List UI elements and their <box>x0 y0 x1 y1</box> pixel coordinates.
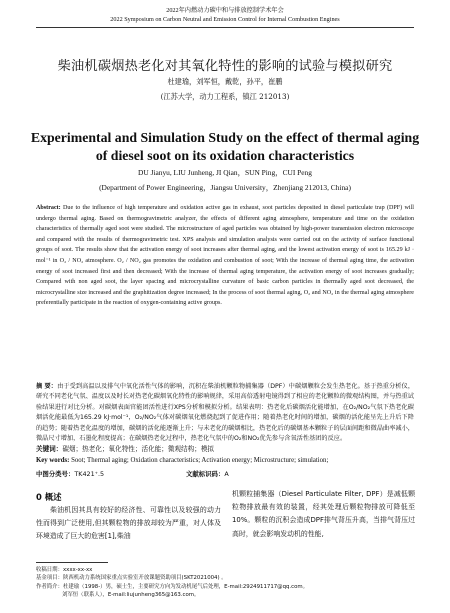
section-heading: 0 概述 <box>36 492 62 502</box>
keywords-cn <box>36 443 414 453</box>
classification-row <box>36 469 414 478</box>
header-rule <box>36 27 414 28</box>
document-code <box>186 469 229 478</box>
title-en: Experimental and Simulation Study on the effect of thermal aging of diesel soot on its oxidation characteristics <box>30 130 420 163</box>
authors-en: DU Jianyu, LIU Junheng, JI Qian，SUN Ping，CUI Peng <box>138 168 312 177</box>
keywords-en-label: Key words: <box>36 457 70 464</box>
abstract-en-text: Due to the influence of high temperature and oxidation active gas in exhaust, soot particles deposited in diesel particulate trap (DPF) will undergo thermal aging. Based on thermogravimetric analyzer, the effects of different aging atmosphere, temperature and time on the oxidation characteristics of thermally aged soot were studied. The microstructure of aged particles was obtained by high-power transmission electron microscope and compared with the results of thermogravimetric test. XPS analysis and simulation analysis were carried out on the activity of surface functional groups of soot. The results show that the activation energy of soot increases after thermal aging, and the lowest activation energy of soot is 165.29 kJ · mol⁻¹ in O₂ / NO₂ atmosphere. O₂ / NO₂ gas promotes the oxidation and combustion of soot; With the increase of thermal aging time, the activation energy of soot increased first and then decreased; With the increase of thermal aging temperature, the activation energy of soot increases gradually; Compared with non aged soot, the layer spacing and microcrystalline curvature of basic carbon particles in thermally aged soot decreased, the microcrystalline size increased and the graphitization degree increased; In the process of soot thermal aging, O₂ and NO₂ in the thermal aging atmosphere preferentially participate in the reaction of oxygen-containing active groups. <box>36 205 414 307</box>
abstract-en <box>36 203 414 309</box>
authors-cn: 杜建瑜，刘军恒，戴乾，孙平，崔鹏 <box>167 77 283 86</box>
affiliation-en: (Department of Power Engineering，Jiangsu University，Zhenjiang 212013, China) <box>99 183 351 192</box>
keywords-cn-label: 关键词： <box>36 445 63 453</box>
footnote-received: 收稿日期：xxxx-xx-xx <box>36 567 93 573</box>
abstract-en-label: Abstract: <box>36 205 61 211</box>
clc-value: TK421⁺.5 <box>74 470 105 478</box>
footnote-rule <box>36 562 108 563</box>
keywords-en <box>36 457 414 464</box>
conference-header-cn: 2022年内燃动力碳中和与排放控制学术年会 <box>166 7 284 14</box>
body-column-right: 机颗粒捕集器（Diesel Particulate Filter, DPF）是减低颗粒物排放最有效的装置，经其处理后颗粒物排放可降低至10%。颗粒的沉积会造成DPF排气背压升高，当排气背压过高时，就会影响发动机的性能, <box>232 490 415 538</box>
clc-label: 中图分类号： <box>36 470 75 478</box>
abstract-cn-label: 摘 要： <box>36 383 58 390</box>
title-cn: 柴油机碳烟热老化对其氧化特性的影响的试验与模拟研究 <box>57 59 393 74</box>
footnote-corresponding: 刘军恒（联系人），E-mail:liujunheng365@163.com。 <box>62 592 200 599</box>
body-column-left: 柴油机因其具有较好的经济性、可靠性以及较强的动力性而得到广泛使用,但其颗粒物的排放却较为严重，对人体及环境造成了巨大的危害[1],柴油 <box>36 506 221 541</box>
footnotes <box>36 566 420 600</box>
footnote-fund: 基金项目：陕西机动力系统国家重点实验室开放课题资助项目(SKT2021004) 。 <box>36 575 227 582</box>
affiliation-cn: (江苏大学，动力工程系，镇江 212013) <box>160 92 290 101</box>
conference-header-en: 2022 Symposium on Carbon Neutral and Emission Control for Internal Combustion Engines <box>110 16 340 23</box>
footnote-author: 作者简介：杜建瑜（1998-）男，硕士生，主要研究方向为发动机尾气后处理，E-mail:2924911717@qq.com。 <box>36 583 309 590</box>
abstract-cn <box>36 382 414 444</box>
doc-code-value: A <box>224 470 229 478</box>
abstract-cn-text: 由于受到高温以及排气中氧化活性气体的影响，沉积在柴油机颗粒物捕集器（DPF）中碳烟颗粒会发生热老化。基于热重分析仪，研究不同老化气氛、温度以及时长对热老化碳烟氧化特性的影响规律，采用高倍透射电镜得到了相应的老化颗粒的微观结构图，并与热重试验结果进行对比分析。对碳烟表面官能团活性进行XPS分析和模拟分析。结果表明：热老化后碳烟活化能增加，在O₂/NO₂气氛下热老化碳烟活化能最低为165.29 kJ·mol⁻¹，O₂/NO₂气体对碳烟氧化燃烧起到了促进作用；随着热老化时间的增加，碳烟的活化能呈先上升后下降的趋势；随着热老化温度的增加，碳烟的活化能逐渐上升；与未老化的碳烟相比，热老化后的碳烟基本颗粒子的层面间距和微晶曲率减小，微晶尺寸增加，石墨化程度提高；在碳烟热老化过程中，热老化气氛中的O₂和NO₂优先参与含氧活性基团的反应。 <box>36 383 415 443</box>
doc-code-label: 文献标识码： <box>186 470 225 478</box>
keywords-cn-text: 碳烟；热老化；氧化特性；活化能；微观结构；模拟 <box>62 445 215 453</box>
keywords-en-text: Soot; Thermal aging; Oxidation characteristics; Activation energy; Microstructure; simulation; <box>71 457 329 464</box>
